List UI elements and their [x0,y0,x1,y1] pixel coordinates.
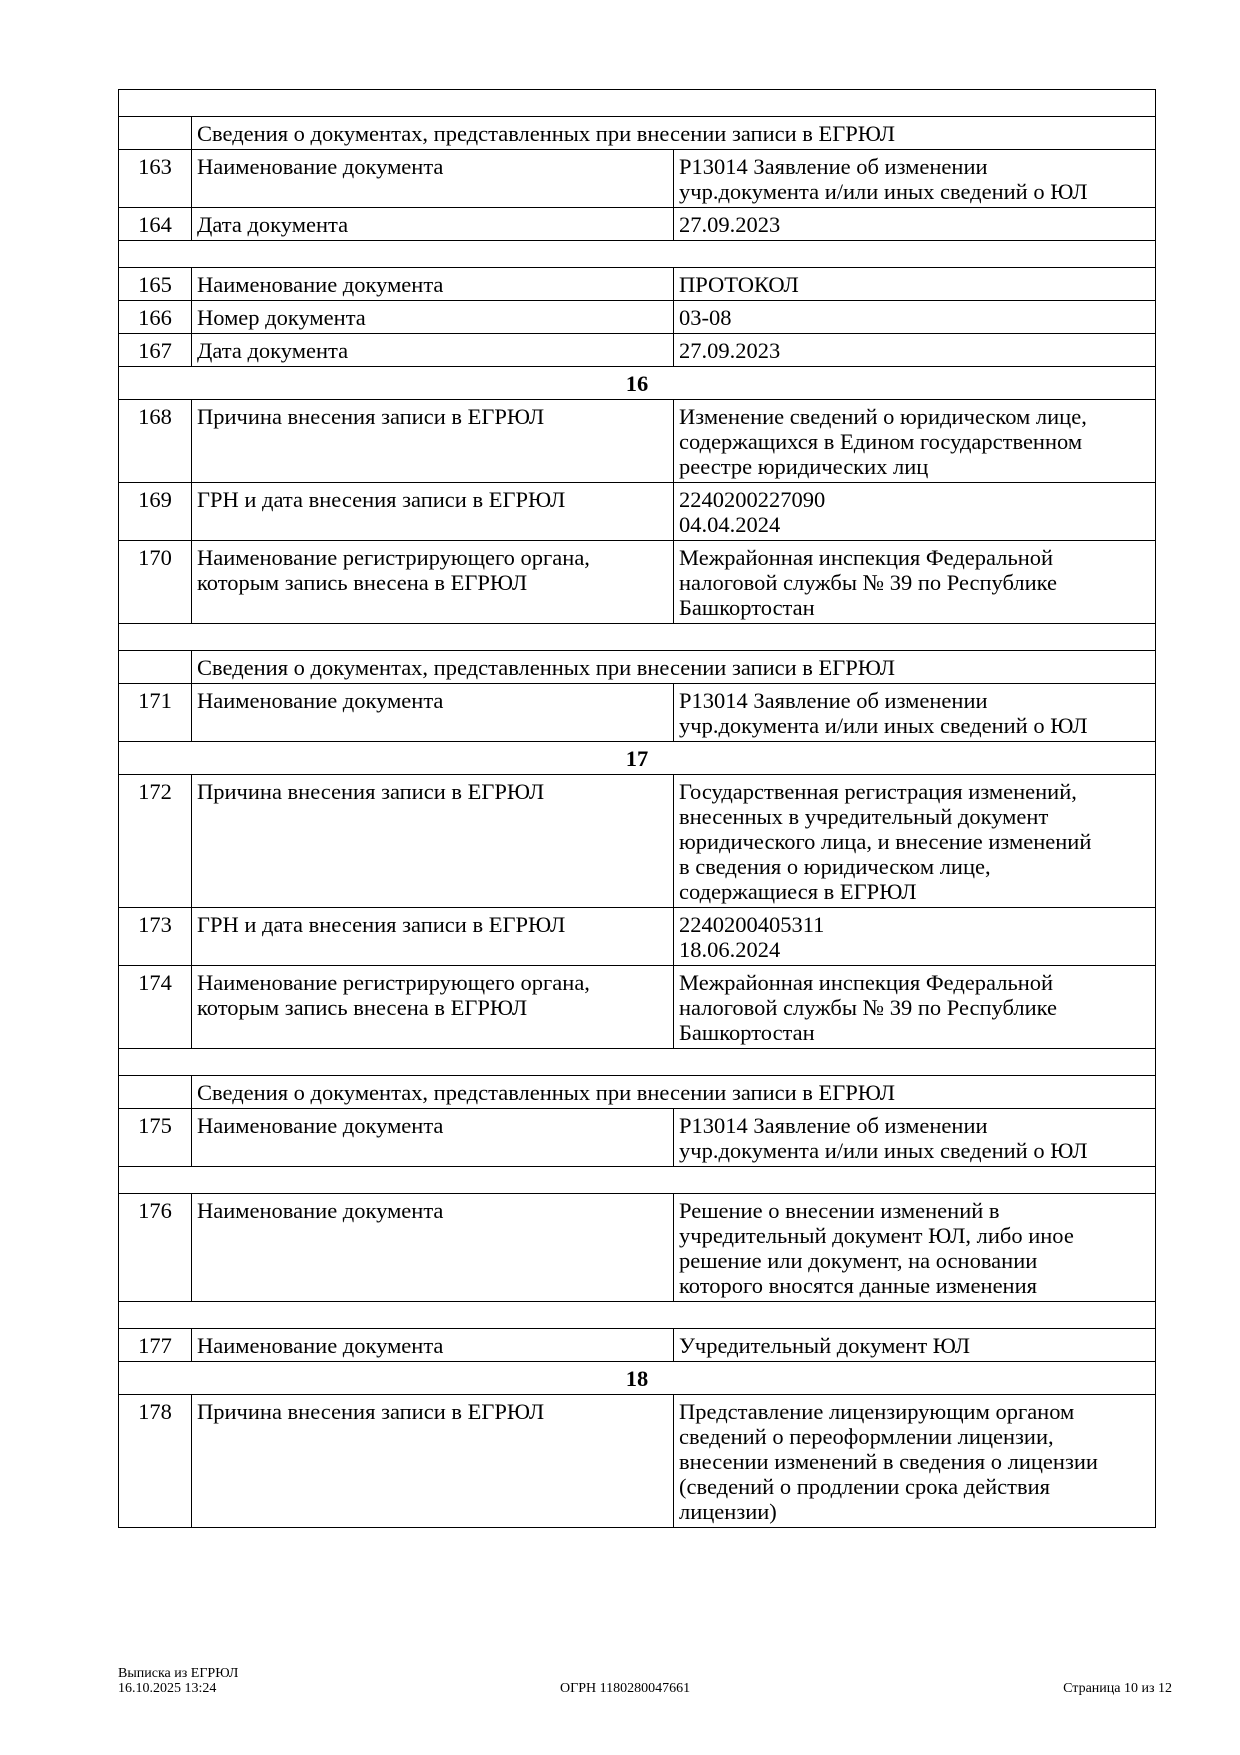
field-value: Представление лицензирующим органом сведений о переоформлении лицензии, внесении изменений в сведения о лицензии (сведений о продлении срока действия лицензии) [674,1395,1156,1528]
field-value: Межрайонная инспекция Федеральной налоговой службы № 39 по Республике Башкортостан [674,541,1156,624]
spacer-row [119,1167,1156,1194]
row-number: 174 [119,966,192,1049]
table-row [119,966,1156,1049]
table-row [119,150,1156,208]
field-label: Номер документа [192,301,674,334]
spacer-row [119,1302,1156,1329]
row-number: 170 [119,541,192,624]
empty-number-cell [119,1076,192,1109]
footer-datetime: 16.10.2025 13:24 [118,1681,217,1696]
table-row [119,775,1156,908]
field-value: ПРОТОКОЛ [674,268,1156,301]
spacer-cell [119,1049,1156,1076]
field-label: Наименование регистрирующего органа, которым запись внесена в ЕГРЮЛ [192,966,674,1049]
empty-number-cell [119,651,192,684]
field-value: Р13014 Заявление об изменении учр.документа и/или иных сведений о ЮЛ [674,150,1156,208]
field-label: Причина внесения записи в ЕГРЮЛ [192,775,674,908]
row-number: 175 [119,1109,192,1167]
field-value: 27.09.2023 [674,208,1156,241]
row-number: 171 [119,684,192,742]
section-number: 17 [119,742,1156,775]
spacer-cell [119,1167,1156,1194]
footer-left [118,1666,238,1696]
row-number: 178 [119,1395,192,1528]
field-label: Причина внесения записи в ЕГРЮЛ [192,1395,674,1528]
field-label: Наименование документа [192,1194,674,1302]
section-number: 18 [119,1362,1156,1395]
row-number: 168 [119,400,192,483]
row-number: 167 [119,334,192,367]
table-row [119,334,1156,367]
field-label: Наименование документа [192,150,674,208]
field-value: Решение о внесении изменений в учредительный документ ЮЛ, либо иное решение или документ, на основании которого вносятся данные изменения [674,1194,1156,1302]
documents-header-row [119,1076,1156,1109]
table-row [119,684,1156,742]
section-number: 16 [119,367,1156,400]
field-label: Дата документа [192,208,674,241]
field-label: Наименование документа [192,1109,674,1167]
field-label: ГРН и дата внесения записи в ЕГРЮЛ [192,908,674,966]
field-value: 2240200405311 18.06.2024 [674,908,1156,966]
field-label: Причина внесения записи в ЕГРЮЛ [192,400,674,483]
field-value: 2240200227090 04.04.2024 [674,483,1156,541]
spacer-cell [119,241,1156,268]
spacer-row [119,90,1156,117]
spacer-cell [119,624,1156,651]
footer-ogrn: ОГРН 1180280047661 [560,1681,691,1696]
row-number: 176 [119,1194,192,1302]
field-value: Учредительный документ ЮЛ [674,1329,1156,1362]
table-body [119,90,1156,1528]
field-label: Дата документа [192,334,674,367]
field-label: Наименование документа [192,268,674,301]
table-row [119,208,1156,241]
field-label: Наименование регистрирующего органа, которым запись внесена в ЕГРЮЛ [192,541,674,624]
section-number-row [119,367,1156,400]
empty-number-cell [119,117,192,150]
row-number: 173 [119,908,192,966]
row-number: 172 [119,775,192,908]
table-row [119,541,1156,624]
egrul-extract-table [118,89,1156,1528]
footer-doc-title: Выписка из ЕГРЮЛ [118,1666,239,1681]
field-label: ГРН и дата внесения записи в ЕГРЮЛ [192,483,674,541]
documents-header-text: Сведения о документах, представленных при внесении записи в ЕГРЮЛ [192,117,1156,150]
field-label: Наименование документа [192,684,674,742]
table-row [119,1109,1156,1167]
field-label: Наименование документа [192,1329,674,1362]
field-value: Межрайонная инспекция Федеральной налоговой службы № 39 по Республике Башкортостан [674,966,1156,1049]
row-number: 177 [119,1329,192,1362]
field-value: Р13014 Заявление об изменении учр.документа и/или иных сведений о ЮЛ [674,1109,1156,1167]
documents-header-row [119,651,1156,684]
table-row [119,1329,1156,1362]
row-number: 164 [119,208,192,241]
section-number-row [119,1362,1156,1395]
field-value: Изменение сведений о юридическом лице, содержащихся в Едином государственном реестре юридических лиц [674,400,1156,483]
table-row [119,1395,1156,1528]
footer-page-number: Страница 10 из 12 [1063,1681,1172,1696]
field-value: Р13014 Заявление об изменении учр.документа и/или иных сведений о ЮЛ [674,684,1156,742]
spacer-row [119,1049,1156,1076]
table-row [119,908,1156,966]
table-row [119,301,1156,334]
section-number-row [119,742,1156,775]
spacer-cell [119,1302,1156,1329]
spacer-row [119,241,1156,268]
field-value: Государственная регистрация изменений, внесенных в учредительный документ юридического лица, и внесение изменений в сведения о юридическом лице, содержащиеся в ЕГРЮЛ [674,775,1156,908]
field-value: 27.09.2023 [674,334,1156,367]
documents-header-row [119,117,1156,150]
spacer-row [119,624,1156,651]
table-row [119,268,1156,301]
row-number: 163 [119,150,192,208]
documents-header-text: Сведения о документах, представленных при внесении записи в ЕГРЮЛ [192,651,1156,684]
spacer-cell [119,90,1156,117]
row-number: 165 [119,268,192,301]
documents-header-text: Сведения о документах, представленных при внесении записи в ЕГРЮЛ [192,1076,1156,1109]
table-row [119,483,1156,541]
table-row [119,1194,1156,1302]
field-value: 03-08 [674,301,1156,334]
row-number: 166 [119,301,192,334]
row-number: 169 [119,483,192,541]
table-row [119,400,1156,483]
